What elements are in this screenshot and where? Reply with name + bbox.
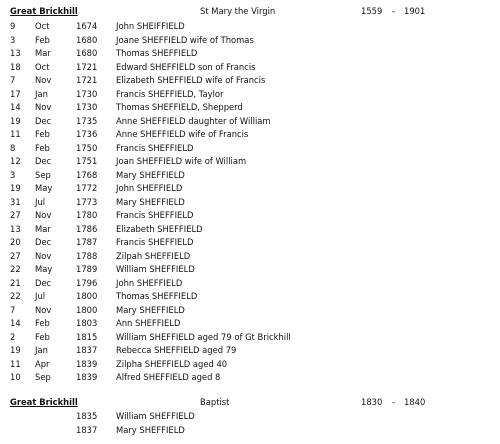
table-row (0, 264, 500, 278)
entry-month: Dec (35, 115, 52, 126)
entry-month: Sep (35, 169, 51, 180)
entry-name: Francis SHEFFIELD (116, 210, 194, 220)
entry-day: 7 (10, 75, 16, 85)
entry-day: 13 (10, 223, 21, 234)
entry-month: Nov (35, 102, 52, 112)
table-row (0, 251, 500, 265)
entry-year: 1839 (76, 358, 98, 369)
entry-name: Ann SHEFFIELD (116, 318, 181, 328)
entry-day: 12 (10, 156, 21, 166)
entry-day: 22 (10, 264, 21, 274)
table-row (0, 102, 500, 116)
entry-day: 17 (10, 88, 21, 99)
entry-year: 1789 (76, 264, 98, 274)
entry-name: Joan SHEFFIELD wife of William (116, 156, 247, 166)
entry-name: John SHEFFIELD (116, 183, 183, 193)
section-header-baptist (0, 397, 500, 409)
entry-month: Feb (35, 318, 50, 328)
table-row (0, 237, 500, 251)
table-row (0, 411, 500, 425)
entry-day: 21 (10, 277, 21, 288)
burial-list-st-mary (0, 21, 500, 386)
year-range-dash: - (392, 6, 396, 16)
entry-month: Feb (35, 142, 50, 153)
entry-name: John SHEIFFIELD (116, 21, 185, 31)
table-row (0, 210, 500, 224)
entry-month: Nov (35, 210, 52, 220)
entry-name: Edward SHEFFIELD son of Francis (116, 61, 256, 72)
entry-day: 13 (10, 48, 21, 58)
entry-day: 14 (10, 102, 21, 112)
table-row (0, 62, 500, 76)
entry-name: Mary SHEFFIELD (116, 196, 185, 207)
table-row (0, 332, 500, 346)
entry-day: 20 (10, 237, 21, 247)
entry-month: Jan (35, 88, 48, 99)
entry-day: 27 (10, 250, 21, 261)
entry-month: Apr (35, 358, 50, 369)
table-row (0, 35, 500, 49)
entry-name: Mary SHEFFIELD (116, 169, 185, 180)
entry-name: William SHEFFIELD aged 79 of Gt Brickhill (116, 331, 291, 342)
year-range-start: 1830 (361, 397, 383, 407)
entry-year: 1837 (76, 424, 98, 435)
entry-month: Dec (35, 277, 52, 288)
entry-month: Mar (35, 48, 51, 58)
entry-day: 14 (10, 318, 21, 328)
table-row (0, 143, 500, 157)
entry-day: 27 (10, 210, 21, 220)
entry-name: Alfred SHEFFIELD aged 8 (116, 372, 221, 382)
table-row (0, 156, 500, 170)
entry-year: 1835 (76, 411, 98, 421)
entry-name: Joane SHEFFIELD wife of Thomas (116, 34, 254, 45)
entry-year: 1788 (76, 250, 98, 261)
table-row (0, 75, 500, 89)
entry-year: 1800 (76, 304, 98, 315)
entry-name: Thomas SHEFFIELD (116, 48, 198, 58)
table-row (0, 48, 500, 62)
entry-month: Sep (35, 372, 51, 382)
entry-day: 9 (10, 21, 16, 31)
entry-month: Jan (35, 345, 48, 355)
burial-list-baptist (0, 411, 500, 438)
entry-name: Rebecca SHEFFIELD aged 79 (116, 345, 237, 355)
entry-month: Nov (35, 304, 52, 315)
entry-year: 1730 (76, 88, 98, 99)
table-row (0, 116, 500, 130)
entry-day: 11 (10, 358, 21, 369)
table-row (0, 197, 500, 211)
entry-year: 1730 (76, 102, 98, 112)
year-range-dash: - (392, 397, 396, 407)
entry-year: 1750 (76, 142, 98, 153)
table-row (0, 21, 500, 35)
entry-month: Oct (35, 61, 50, 72)
table-row (0, 359, 500, 373)
table-row (0, 224, 500, 238)
entry-year: 1721 (76, 75, 98, 85)
table-row (0, 291, 500, 305)
entry-name: William SHEFFIELD (116, 264, 195, 274)
table-row (0, 129, 500, 143)
entry-name: Elizabeth SHEFFIELD (116, 223, 203, 234)
entry-day: 19 (10, 183, 21, 193)
table-row (0, 318, 500, 332)
entry-name: Anne SHEFFIELD daughter of William (116, 115, 271, 126)
entry-month: Nov (35, 75, 52, 85)
entry-year: 1680 (76, 34, 98, 45)
entry-name: Francis SHEFFIELD, Taylor (116, 88, 224, 99)
entry-year: 1780 (76, 210, 98, 220)
entry-month: Oct (35, 21, 50, 31)
table-row (0, 183, 500, 197)
table-row (0, 372, 500, 386)
place-name: Great Brickhill (10, 397, 78, 407)
entry-month: Feb (35, 331, 50, 342)
entry-month: May (35, 183, 53, 193)
entry-year: 1735 (76, 115, 98, 126)
entry-name: Thomas SHEFFIELD, Shepperd (116, 102, 243, 112)
entry-year: 1837 (76, 345, 98, 355)
table-row (0, 89, 500, 103)
entry-day: 3 (10, 34, 16, 45)
entry-year: 1800 (76, 291, 98, 301)
entry-day: 18 (10, 61, 21, 72)
section-header-st-mary (0, 6, 500, 18)
entry-month: Jul (35, 291, 46, 301)
entry-month: Jul (35, 196, 46, 207)
entry-day: 3 (10, 169, 16, 180)
entry-year: 1787 (76, 237, 98, 247)
entry-name: Mary SHEFFIELD (116, 424, 185, 435)
entry-month: Dec (35, 237, 52, 247)
entry-year: 1772 (76, 183, 98, 193)
entry-year: 1803 (76, 318, 98, 328)
entry-name: William SHEFFIELD (116, 411, 195, 421)
table-row (0, 345, 500, 359)
table-row (0, 170, 500, 184)
church-name: Baptist (200, 397, 230, 407)
entry-name: Zilpah SHEFFIELD (116, 250, 191, 261)
entry-month: Feb (35, 129, 50, 139)
entry-month: Dec (35, 156, 52, 166)
table-row (0, 278, 500, 292)
entry-year: 1736 (76, 129, 98, 139)
entry-year: 1768 (76, 169, 98, 180)
entry-day: 8 (10, 142, 16, 153)
entry-year: 1680 (76, 48, 98, 58)
entry-year: 1721 (76, 61, 98, 72)
entry-day: 11 (10, 129, 21, 139)
entry-name: John SHEFFIELD (116, 277, 183, 288)
entry-year: 1796 (76, 277, 98, 288)
entry-year: 1786 (76, 223, 98, 234)
entry-name: Anne SHEFFIELD wife of Francis (116, 129, 249, 139)
entry-day: 19 (10, 345, 21, 355)
year-range-end: 1901 (404, 6, 426, 16)
entry-name: Thomas SHEFFIELD (116, 291, 198, 301)
entry-year: 1751 (76, 156, 98, 166)
entry-day: 2 (10, 331, 16, 342)
entry-month: May (35, 264, 53, 274)
entry-year: 1773 (76, 196, 98, 207)
entry-year: 1815 (76, 331, 98, 342)
entry-day: 7 (10, 304, 16, 315)
year-range-start: 1559 (361, 6, 383, 16)
table-row (0, 425, 500, 439)
church-name: St Mary the Virgin (200, 6, 276, 16)
entry-day: 22 (10, 291, 21, 301)
entry-month: Nov (35, 250, 52, 261)
entry-year: 1674 (76, 21, 98, 31)
entry-month: Mar (35, 223, 51, 234)
place-name: Great Brickhill (10, 6, 78, 16)
table-row (0, 305, 500, 319)
entry-month: Feb (35, 34, 50, 45)
entry-name: Elizabeth SHEFFIELD wife of Francis (116, 75, 266, 85)
entry-day: 10 (10, 372, 21, 382)
entry-day: 19 (10, 115, 21, 126)
entry-name: Zilpha SHEFFIELD aged 40 (116, 358, 228, 369)
entry-name: Mary SHEFFIELD (116, 304, 185, 315)
entry-name: Francis SHEFFIELD (116, 142, 194, 153)
year-range-end: 1840 (404, 397, 426, 407)
entry-name: Francis SHEFFIELD (116, 237, 194, 247)
entry-year: 1839 (76, 372, 98, 382)
entry-day: 31 (10, 196, 21, 207)
